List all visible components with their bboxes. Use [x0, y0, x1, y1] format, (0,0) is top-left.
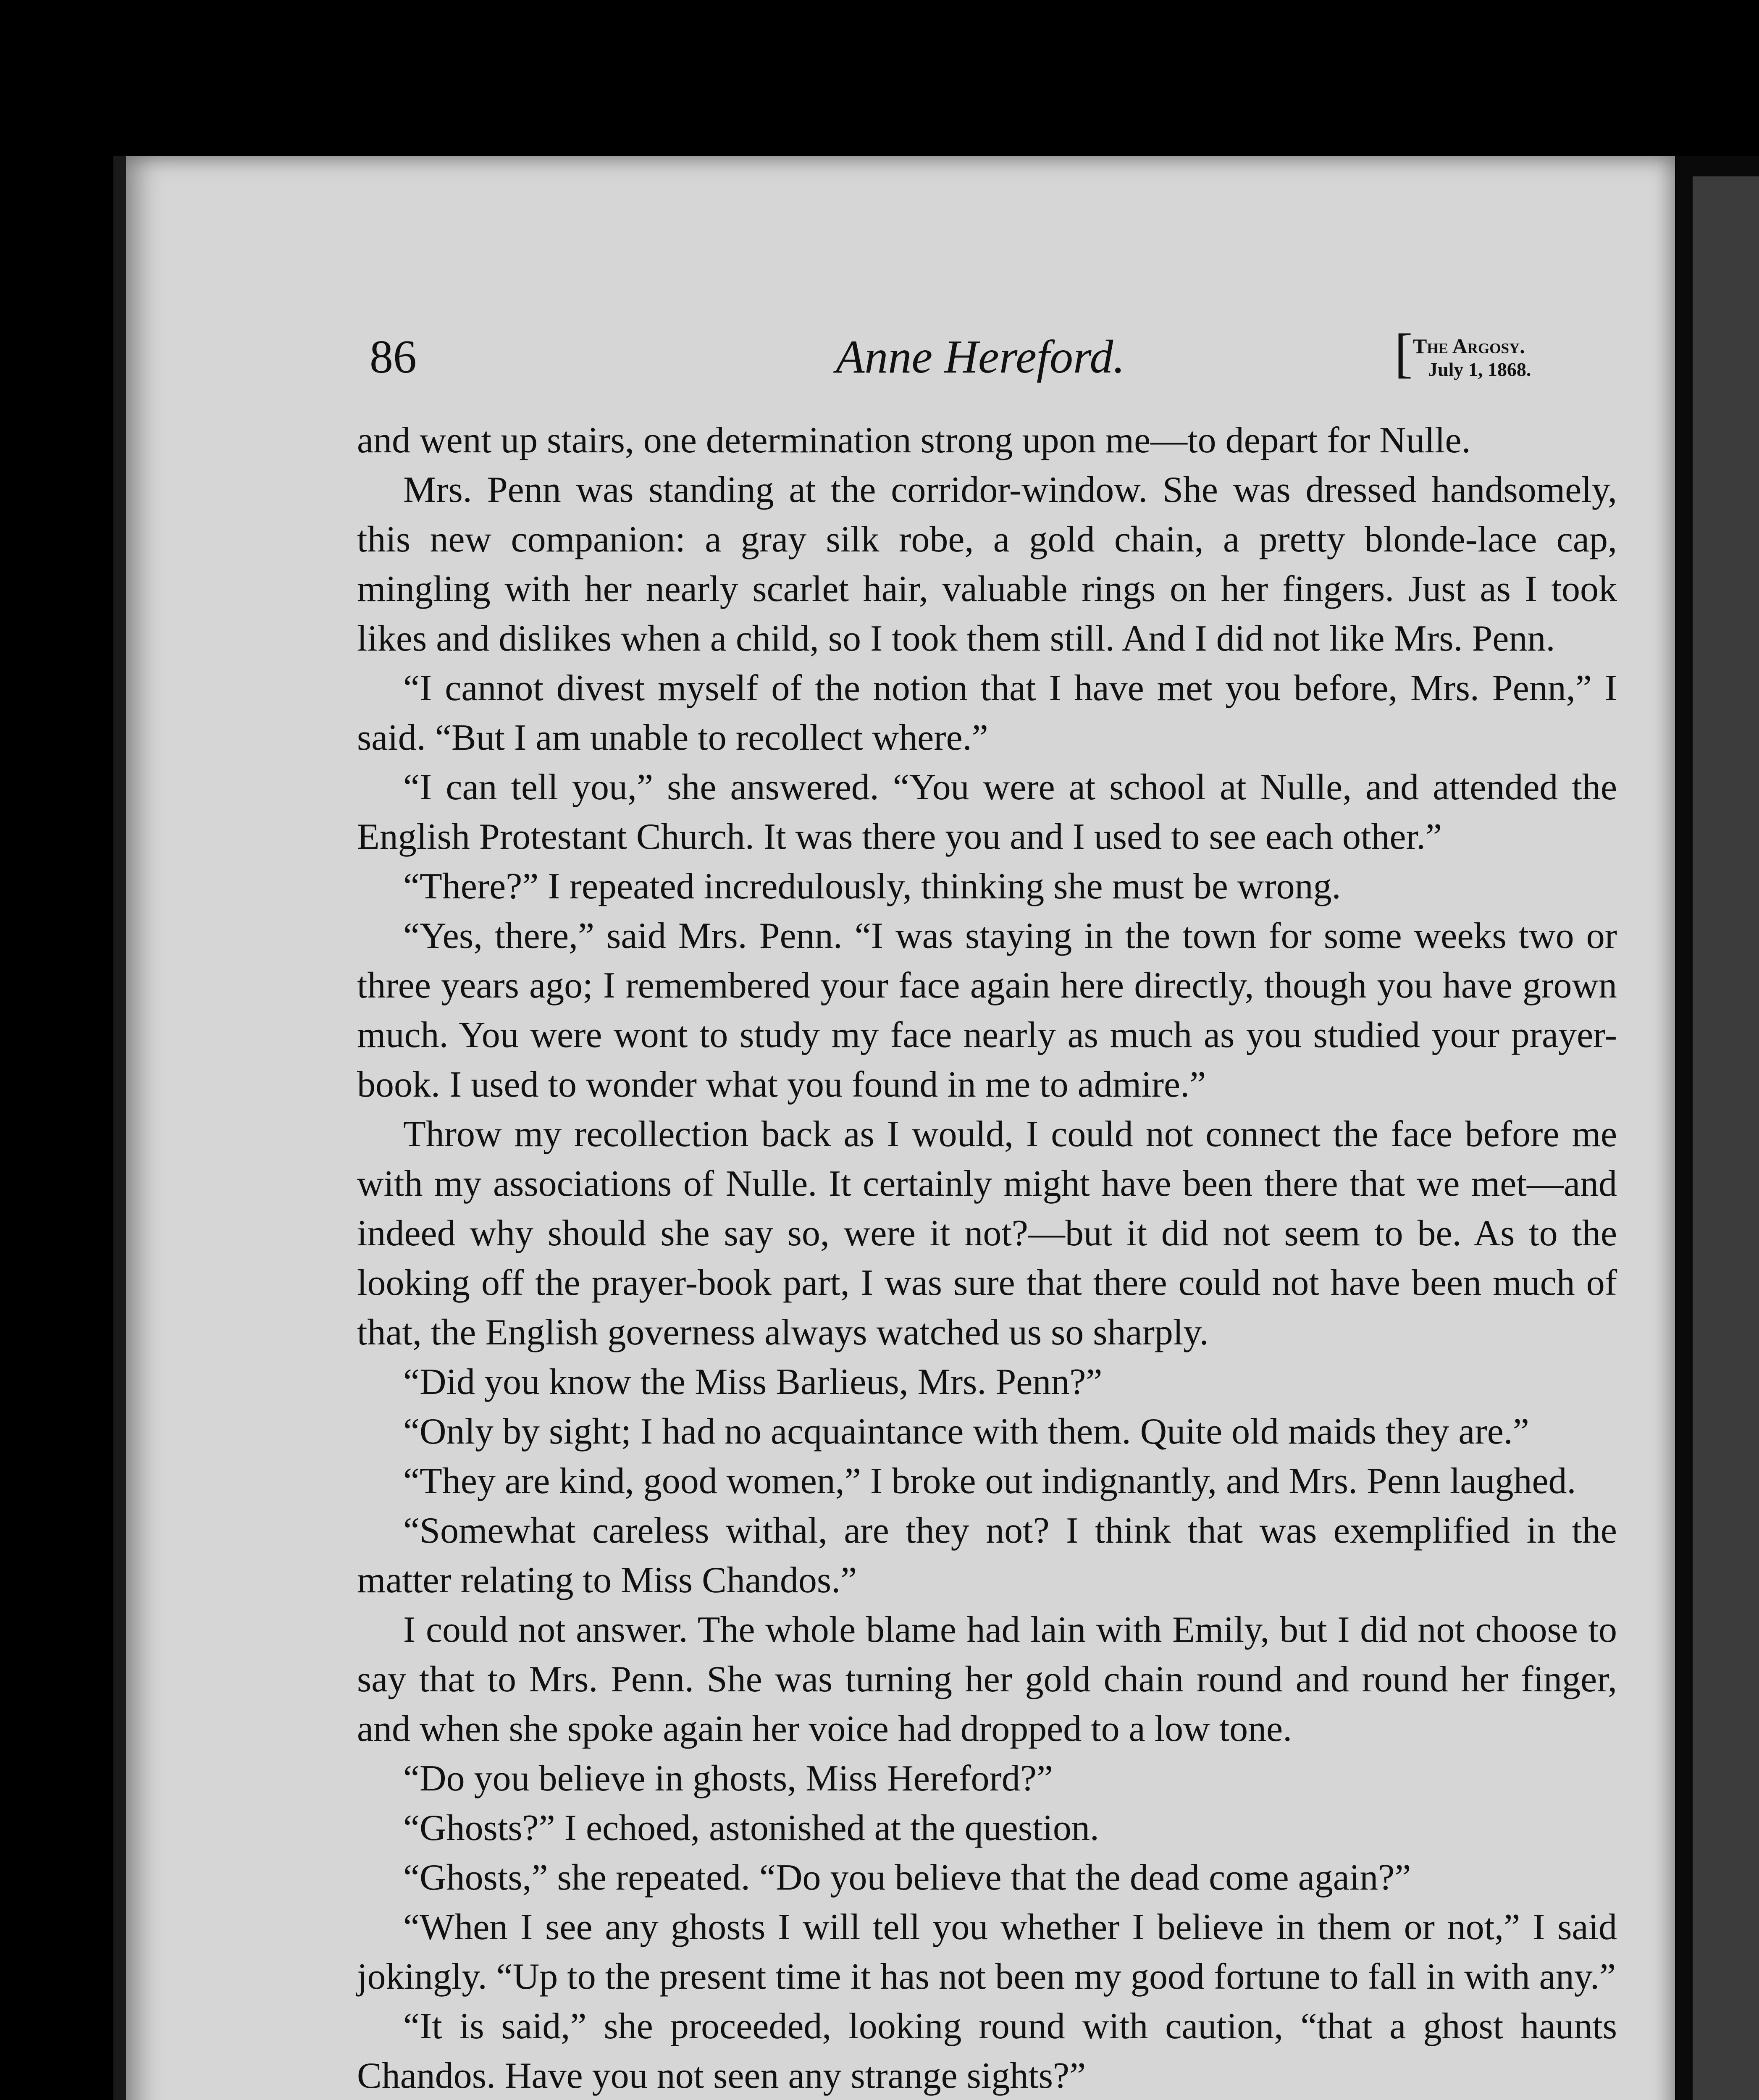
- paragraph: “I cannot divest myself of the notion that I have met you before, Mrs. Penn,” I said. “But I am unable to recollect where.”: [357, 668, 1617, 758]
- page-header: [370, 323, 1613, 386]
- paragraph: “Yes, there,” said Mrs. Penn. “I was staying in the town for some weeks two or three years ago; I remembered your face again here directly, though you have grown much. You were wont to study my face nearly as much as you studied your prayer-book. I used to wonder what you found in me to admire.”: [357, 916, 1617, 1105]
- running-title: Anne Hereford.: [836, 331, 1125, 383]
- issue-date: July 1, 1868.: [1428, 359, 1531, 380]
- paragraph: Mrs. Penn was standing at the corridor-window. She was dressed handsomely, this new companion: a gray silk robe, a gold chain, a pretty blonde-lace cap, mingling with her nearly scarlet hair, valuable rings on her fingers. Just as I took likes and dislikes when a child, so I took them still. And I did not like Mrs. Penn.: [357, 470, 1617, 659]
- magazine-name: The Argosy.: [1413, 334, 1525, 358]
- paragraph: “Ghosts?” I echoed, astonished at the question.: [403, 1808, 1099, 1848]
- paragraph: “It is said,” she proceeded, looking round with caution, “that a ghost haunts Chandos. Have you not seen any strange sights?”: [357, 2006, 1617, 2096]
- paragraph: “Only by sight; I had no acquaintance with them. Quite old maids they are.”: [403, 1411, 1529, 1452]
- publication-info: [1394, 323, 1613, 383]
- paragraph: “There?” I repeated incredulously, thinking she must be wrong.: [403, 866, 1341, 907]
- page-number: 86: [370, 331, 417, 383]
- paragraph: “They are kind, good women,” I broke out indignantly, and Mrs. Penn laughed.: [403, 1461, 1576, 1502]
- paragraph: “Did you know the Miss Barlieus, Mrs. Penn?”: [403, 1362, 1103, 1402]
- paragraph: “I can tell you,” she answered. “You were at school at Nulle, and attended the English Protestant Church. It was there you and I used to see each other.”: [357, 767, 1617, 857]
- paragraph: and went up stairs, one determination strong upon me—to depart for Nulle.: [357, 420, 1471, 461]
- paragraph: “Do you believe in ghosts, Miss Hereford?”: [403, 1758, 1053, 1799]
- paragraph: “Ghosts,” she repeated. “Do you believe that the dead come again?”: [403, 1857, 1411, 1898]
- header-bracket: [: [1394, 323, 1413, 383]
- paragraph: “When I see any ghosts I will tell you whether I believe in them or not,” I said jokingly. “Up to the present time it has not been my good fortune to fall in with any.”: [357, 1907, 1617, 1997]
- paragraph: Throw my recollection back as I would, I could not connect the face before me with my associations of Nulle. It certainly might have been there that we met—and indeed why should she say so, were it not?—but it did not seem to be. As to the looking off the prayer-book part, I was sure that there could not have been much of that, the English governess always watched us so sharply.: [357, 1114, 1617, 1353]
- body-text: [357, 416, 1617, 2100]
- paragraph: “Somewhat careless withal, are they not? I think that was exemplified in the matter relating to Miss Chandos.”: [357, 1510, 1617, 1601]
- facing-page-sliver: [1693, 176, 1759, 2100]
- paragraph: I could not answer. The whole blame had lain with Emily, but I did not choose to say that to Mrs. Penn. She was turning her gold chain round and round her finger, and when she spoke again her voice had dropped to a low tone.: [357, 1609, 1617, 1749]
